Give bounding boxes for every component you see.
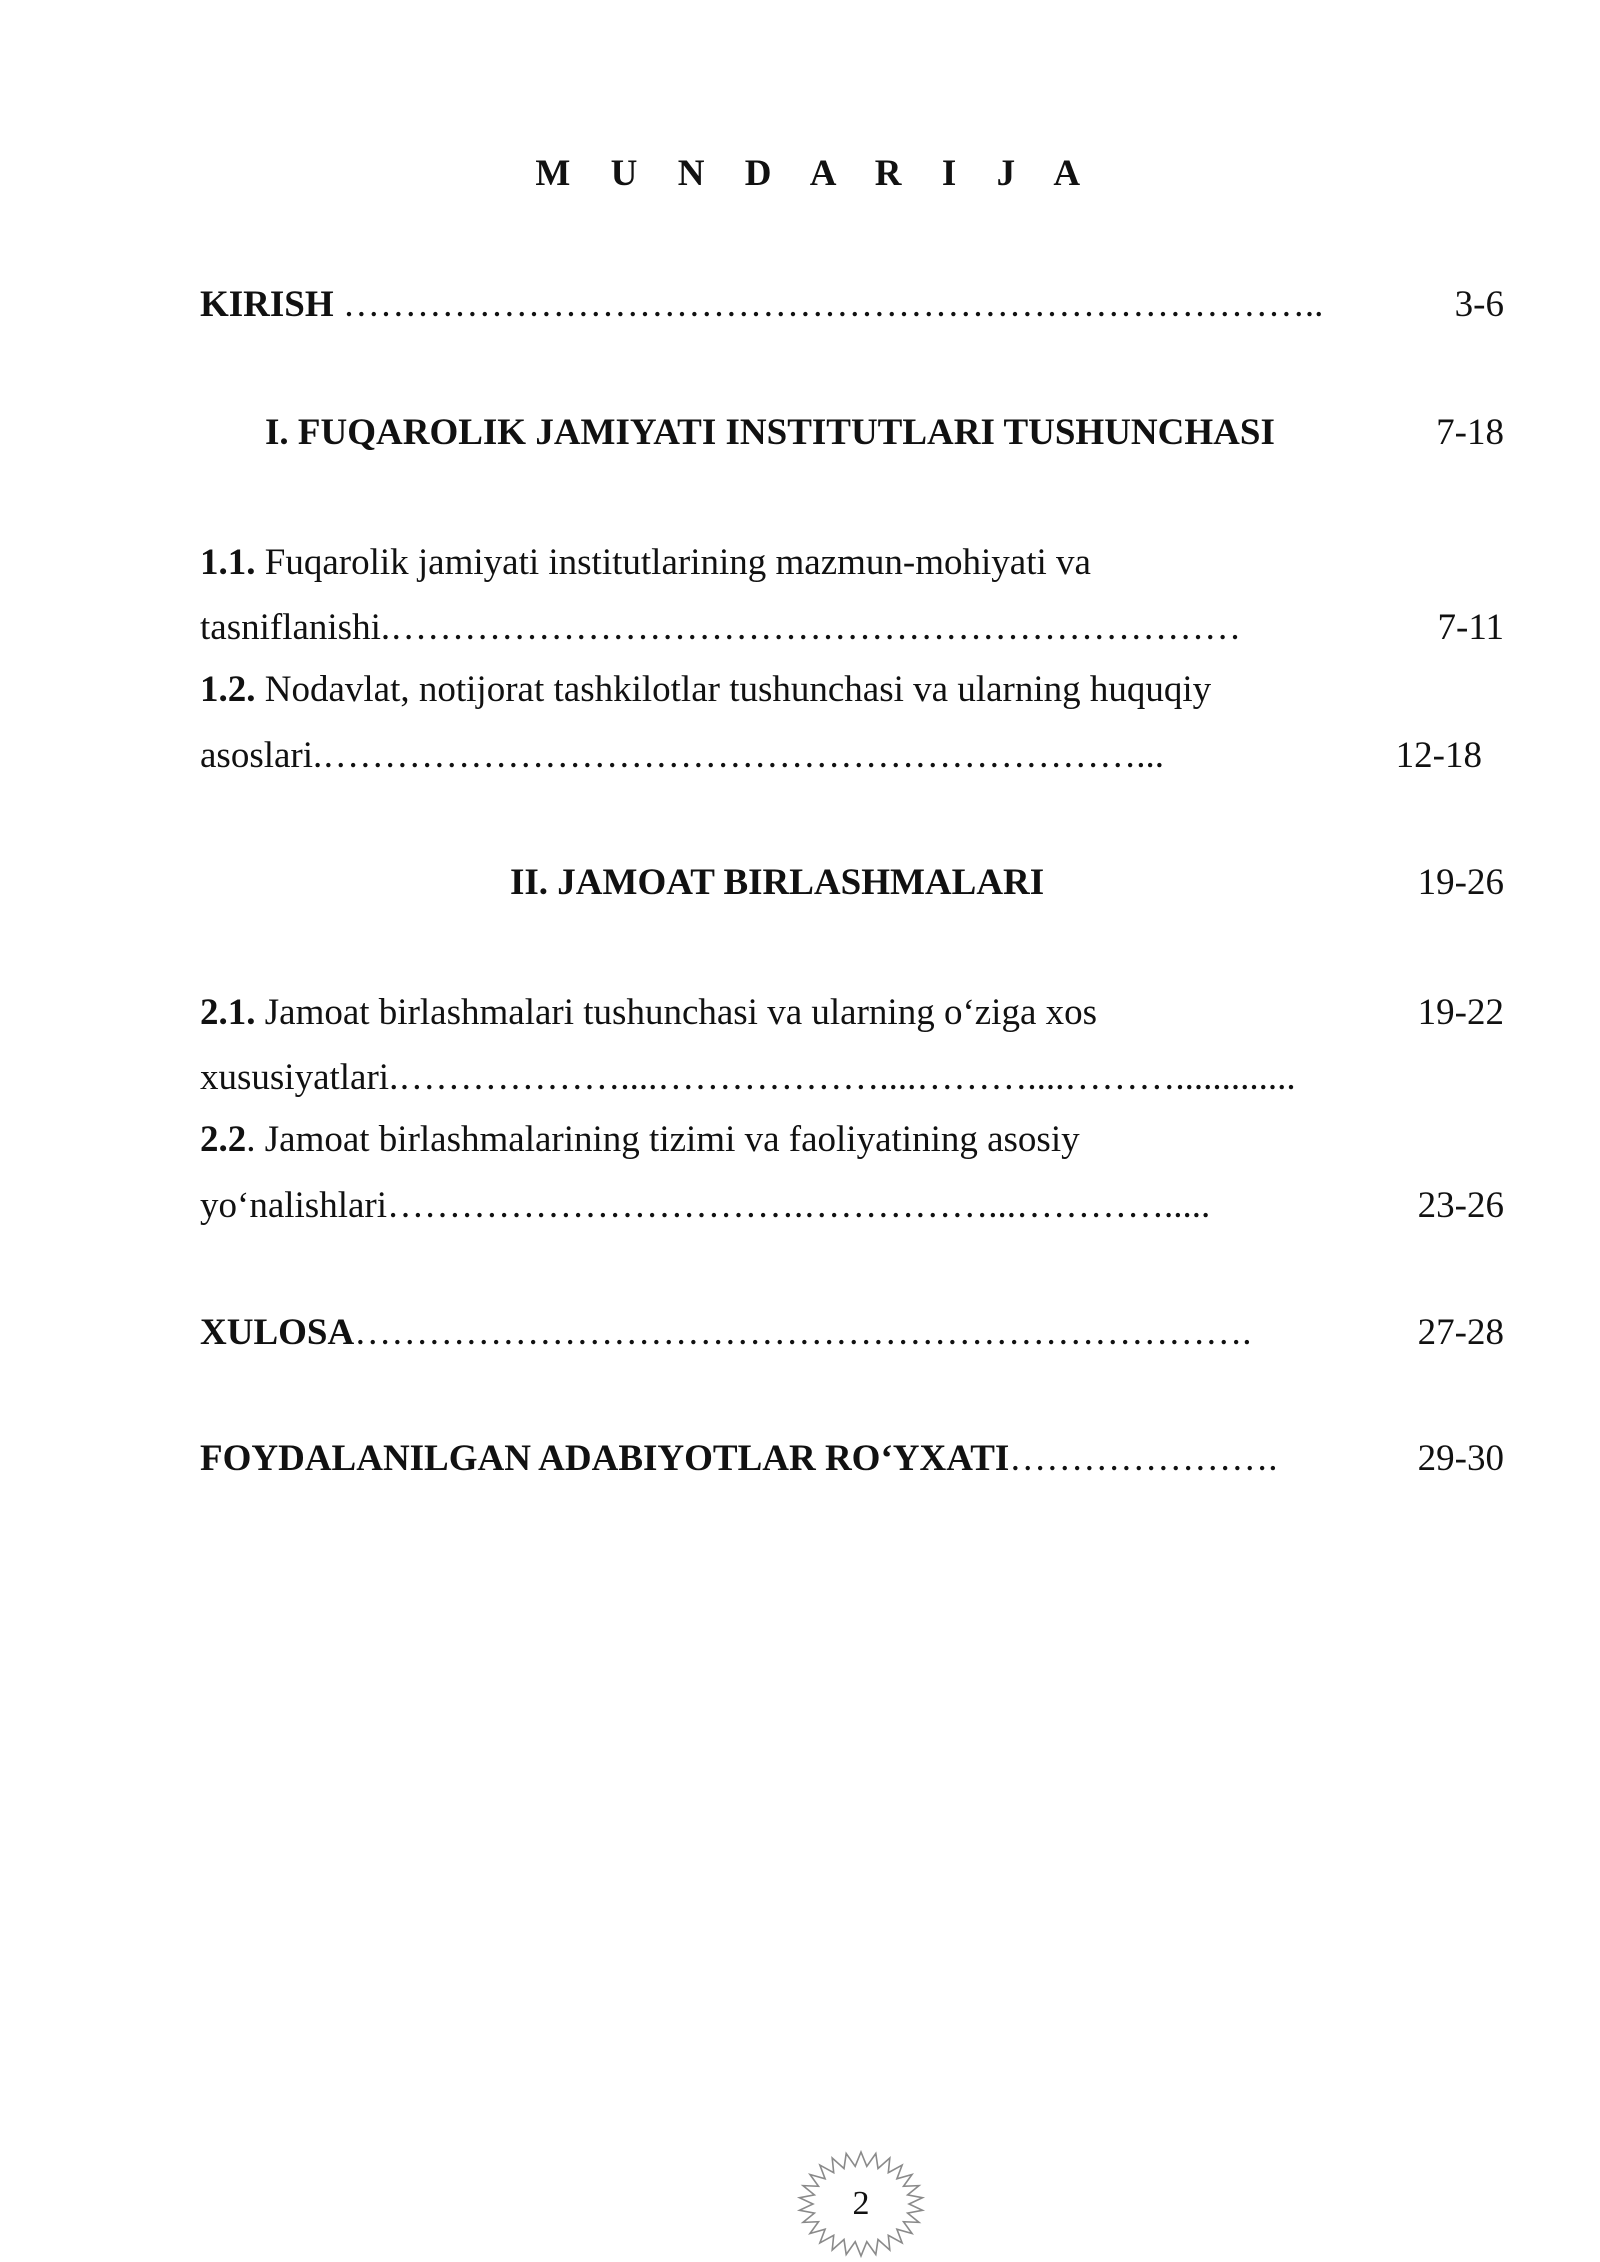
toc-entry-2-2	[200, 1118, 1080, 1162]
toc-page-1-2: 12-18	[1395, 735, 1482, 776]
toc-page-kirish: 3-6	[1454, 284, 1504, 325]
page-number-badge	[796, 2148, 926, 2260]
toc-section-title: . Jamoat birlashmalarining tizimi va faoliyatining asosiy	[246, 1119, 1080, 1160]
toc-entry-2-1-cont: xususiyatlari.………………....………………....………....……….............	[200, 1057, 1296, 1098]
toc-page-adabiyotlar: 29-30	[1417, 1438, 1504, 1479]
page-title: M U N D A R I J A	[535, 153, 1096, 194]
toc-section-number: 2.2	[200, 1119, 247, 1160]
toc-label: XULOSA	[200, 1312, 355, 1353]
toc-section-number: 2.1.	[200, 992, 256, 1033]
toc-section-title: Fuqarolik jamiyati institutlarining mazmun-mohiyati va	[255, 542, 1091, 583]
toc-page-2-2: 23-26	[1417, 1185, 1504, 1226]
toc-section-title: Nodavlat, notijorat tashkilotlar tushunchasi va ularning huquqiy	[255, 669, 1212, 710]
toc-entry-1-1-cont: tasniflanishi.……………………………………………………………	[200, 607, 1242, 648]
toc-entry-2-2-cont: yo‘nalishlari…………………………….……………...………….....	[200, 1185, 1211, 1226]
page-number: 2	[852, 2185, 870, 2222]
toc-entry-1-2-cont: asoslari.…………………………………………………………...	[200, 735, 1165, 776]
toc-entry-1-1	[200, 541, 1091, 585]
toc-entry-2-1	[200, 991, 1097, 1035]
toc-leader-dots: ………………….	[1009, 1438, 1278, 1479]
toc-section-number: 1.1.	[200, 542, 256, 583]
toc-entry-1-2	[200, 668, 1211, 712]
toc-section-number: 1.2.	[200, 669, 256, 710]
toc-label: FOYDALANILGAN ADABIYOTLAR RO‘YXATI	[200, 1438, 1010, 1479]
toc-label: KIRISH	[200, 284, 334, 325]
toc-section-title: Jamoat birlashmalari tushunchasi va ularning o‘ziga xos	[255, 992, 1098, 1033]
toc-entry-xulosa	[200, 1311, 1251, 1355]
toc-leader-dots: ……………………………………………………………………..	[333, 284, 1324, 325]
toc-chapter-1: I. FUQAROLIK JAMIYATI INSTITUTLARI TUSHUNCHASI	[265, 412, 1275, 453]
toc-page-chapter-1: 7-18	[1436, 412, 1504, 453]
toc-page-xulosa: 27-28	[1417, 1312, 1504, 1353]
toc-chapter-2: II. JAMOAT BIRLASHMALARI	[510, 862, 1045, 903]
toc-page-chapter-2: 19-26	[1417, 862, 1504, 903]
toc-page-1-1: 7-11	[1437, 607, 1504, 648]
toc-leader-dots: ……………………………………………………………….	[354, 1312, 1252, 1353]
toc-entry-adabiyotlar	[200, 1437, 1278, 1481]
toc-page-2-1: 19-22	[1417, 992, 1504, 1033]
toc-entry-kirish	[200, 283, 1323, 327]
